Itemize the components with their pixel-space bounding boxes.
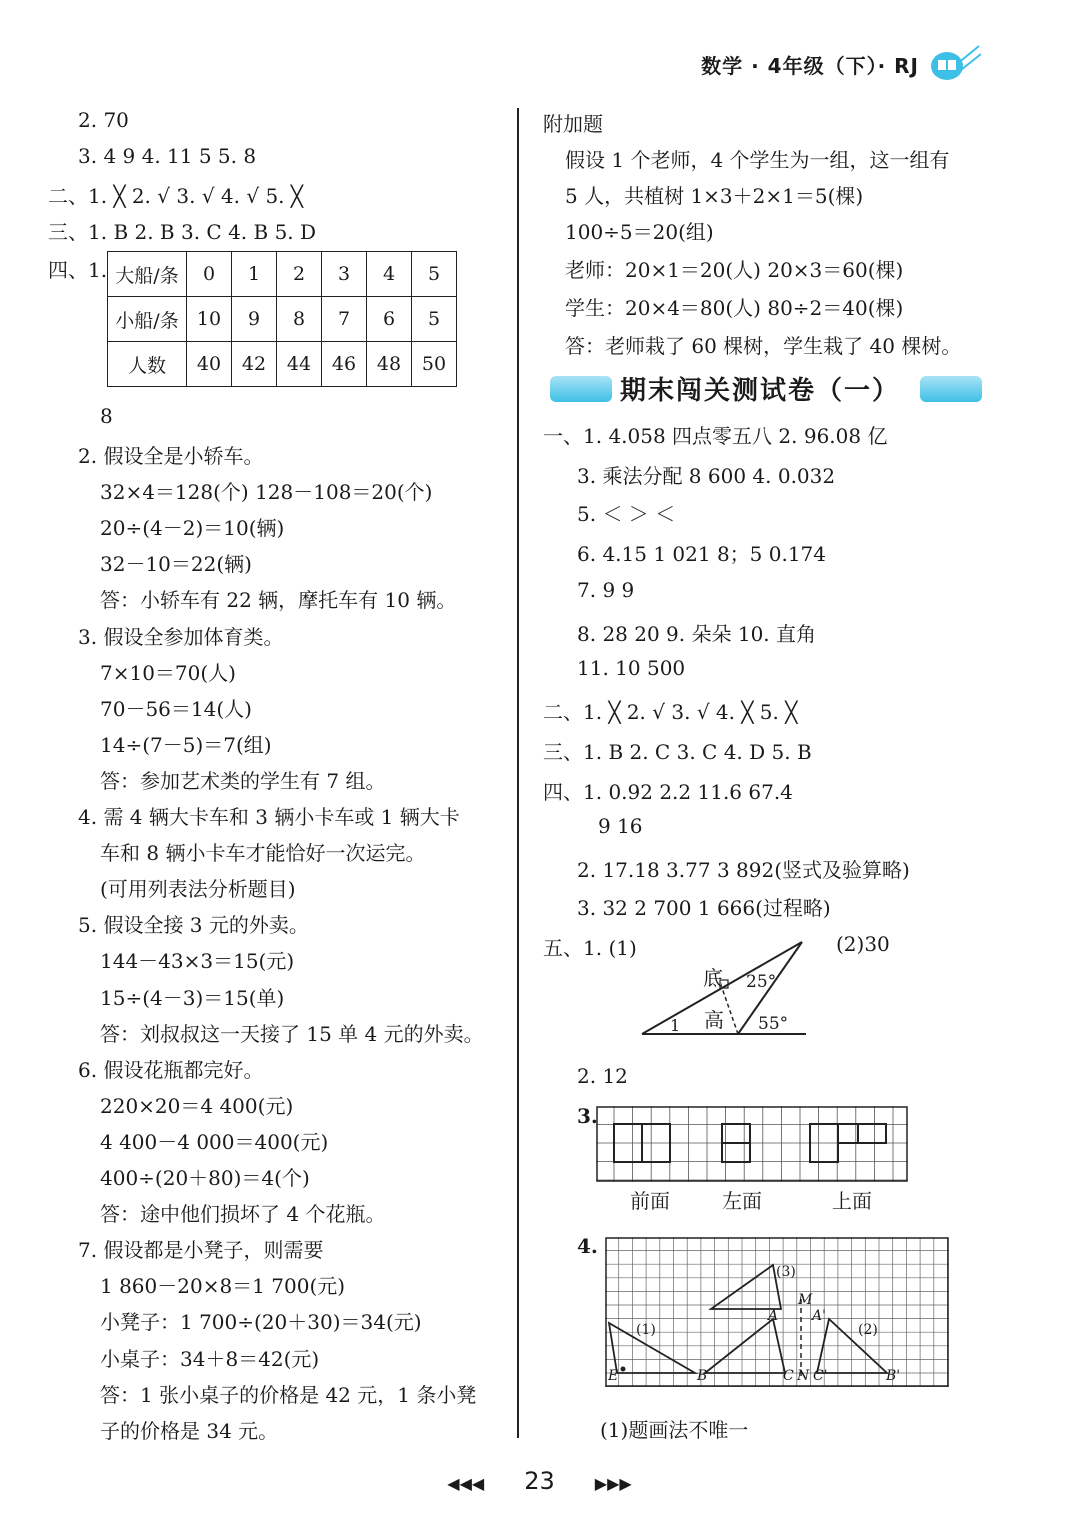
answer-line: 7. 假设都是小凳子，则需要	[78, 1238, 324, 1263]
answer-line: (1)题画法不唯一	[600, 1418, 749, 1442]
label-angle-25: 25°	[746, 972, 777, 992]
table-row	[108, 252, 457, 297]
answer-line: 144－43×3＝15(元)	[100, 949, 295, 974]
answer-line: 附加题	[543, 112, 603, 136]
answer-line: 2. 12	[577, 1064, 628, 1088]
answer-line: 5 人，共植树 1×3＋2×1＝5(棵)	[565, 184, 864, 208]
answer-line: 11. 10 500	[577, 656, 686, 680]
label-angle-1: 1	[670, 1016, 681, 1035]
grid-label: A	[768, 1308, 779, 1324]
grid-label: C	[783, 1368, 794, 1384]
table-cell: 人数	[108, 342, 187, 387]
table-cell: 50	[412, 342, 457, 387]
answer-line: 二、1. ╳ 2. √ 3. √ 4. ╳ 5. ╳	[543, 700, 798, 724]
answer-line: 32×4＝128(个) 128－108＝20(个)	[100, 480, 433, 505]
answer-line: 5. 假设全接 3 元的外卖。	[78, 913, 309, 938]
page-number: 23	[524, 1467, 555, 1495]
table-cell: 2	[277, 252, 322, 297]
answer-line: 子的价格是 34 元。	[100, 1418, 279, 1443]
table-cell: 大船/条	[108, 252, 187, 297]
answer-line: 70－56＝14(人)	[100, 696, 252, 721]
table-cell: 小船/条	[108, 297, 187, 342]
view-label: 前面	[630, 1189, 670, 1213]
boat-table	[107, 251, 457, 387]
answer-line: 小凳子：1 700÷(20＋30)＝34(元)	[100, 1310, 422, 1335]
label-height: 高	[704, 1008, 724, 1032]
answer-line: 答：1 张小桌子的价格是 42 元，1 条小凳	[100, 1382, 477, 1407]
banner-bar-right	[920, 376, 982, 402]
grid-label: A'	[812, 1308, 826, 1324]
answer-line: 3. 32 2 700 1 666(过程略)	[577, 896, 831, 920]
view-label: 左面	[722, 1189, 762, 1213]
answer-line: 3. 假设全参加体育类。	[78, 624, 284, 649]
answer-line: 6. 假设花瓶都完好。	[78, 1057, 264, 1082]
answer-line: 2. 假设全是小轿车。	[78, 444, 264, 468]
table-cell: 0	[187, 252, 232, 297]
grid-label: B'	[886, 1368, 901, 1384]
answer-line: 二、1. ╳ 2. √ 3. √ 4. √ 5. ╳	[48, 184, 303, 208]
nav-next-icon: ▶▶▶	[594, 1474, 632, 1493]
page-footer	[0, 1467, 1079, 1495]
table-cell: 48	[367, 342, 412, 387]
grid-label: (3)	[776, 1264, 796, 1280]
answer-line: 3. 4 9 4. 11 5 5. 8	[78, 144, 257, 168]
grid-label: N	[797, 1368, 810, 1384]
grid-label: M	[798, 1292, 813, 1308]
answer-line: 学生：20×4＝80(人) 80÷2＝40(棵)	[565, 296, 904, 320]
answer-line: (2)30	[836, 932, 890, 956]
answer-line: (可用列表法分析题目)	[100, 877, 296, 902]
table-row	[108, 342, 457, 387]
table-cell: 10	[187, 297, 232, 342]
table-cell: 5	[412, 252, 457, 297]
answer-line: 老师：20×1＝20(人) 20×3＝60(棵)	[565, 258, 904, 282]
answer-line: 4. 需 4 辆大卡车和 3 辆小卡车或 1 辆大卡	[78, 805, 460, 829]
answer-line: 5. ＜ ＞ ＜	[577, 502, 676, 526]
answer-line: 9 16	[598, 814, 643, 838]
answer-line: 三、1. B 2. C 3. C 4. D 5. B	[543, 740, 812, 764]
table-cell: 3	[322, 252, 367, 297]
answer-line: 三、1. B 2. B 3. C 4. B 5. D	[48, 220, 317, 244]
table-cell: 46	[322, 342, 367, 387]
answer-line: 4 400－4 000＝400(元)	[100, 1129, 329, 1154]
answer-line: 五、1. (1)	[543, 936, 637, 960]
grid-label: B	[697, 1368, 708, 1384]
table-cell: 7	[322, 297, 367, 342]
grid-label: (2)	[858, 1322, 878, 1338]
table-cell: 4	[367, 252, 412, 297]
table-cell: 5	[412, 297, 457, 342]
answer-line: 1 860－20×8＝1 700(元)	[100, 1274, 346, 1299]
grid-label: E	[608, 1368, 619, 1384]
table-cell: 40	[187, 342, 232, 387]
book-logo-icon	[923, 44, 981, 84]
answer-line: 2. 17.18 3.77 3 892(竖式及验算略)	[577, 858, 910, 882]
table-cell: 42	[232, 342, 277, 387]
table-cell: 6	[367, 297, 412, 342]
nav-prev-icon: ◀◀◀	[447, 1474, 485, 1493]
answer-line: 假设 1 个老师，4 个学生为一组，这一组有	[565, 148, 950, 172]
answer-line: 一、1. 4.058 四点零五八 2. 96.08 亿	[543, 424, 888, 448]
answer-line: 8. 28 20 9. 朵朵 10. 直角	[577, 622, 817, 646]
answer-line: 2. 70	[78, 108, 129, 132]
answer-line: 32－10＝22(辆)	[100, 552, 252, 577]
page-header: 数学 · 4年级（下）· RJ	[701, 54, 919, 78]
column-divider	[517, 108, 519, 1438]
answer-line: 答：小轿车有 22 辆，摩托车有 10 辆。	[100, 588, 457, 613]
table-cell: 8	[277, 297, 322, 342]
answer-line: 小桌子：34＋8＝42(元)	[100, 1346, 320, 1371]
section-banner	[550, 372, 982, 406]
answer-line: 四、1.	[48, 258, 108, 282]
answer-line: 四、1. 0.92 2.2 11.6 67.4	[543, 780, 793, 804]
answer-line: 8	[100, 404, 113, 428]
table-row	[108, 297, 457, 342]
label-base: 底	[703, 966, 723, 990]
answer-line: 3. 乘法分配 8 600 4. 0.032	[577, 464, 836, 488]
answer-line: 6. 4.15 1 021 8；5 0.174	[577, 542, 827, 566]
grid-label: (1)	[636, 1322, 656, 1338]
answer-line: 车和 8 辆小卡车才能恰好一次运完。	[100, 841, 426, 866]
view-label: 上面	[832, 1189, 872, 1213]
answer-line: 3.	[577, 1104, 598, 1128]
banner-bar-left	[550, 376, 612, 402]
views-grid	[596, 1106, 908, 1182]
answer-line: 答：参加艺术类的学生有 7 组。	[100, 768, 386, 793]
table-cell: 1	[232, 252, 277, 297]
banner-title: 期末闯关测试卷（一）	[620, 376, 901, 406]
grid-label: C'	[813, 1368, 828, 1384]
answer-line: 7×10＝70(人)	[100, 660, 236, 685]
answer-line: 100÷5＝20(组)	[565, 220, 714, 244]
label-angle-55: 55°	[758, 1014, 789, 1034]
answer-line: 答：途中他们损坏了 4 个花瓶。	[100, 1202, 386, 1227]
answer-line: 14÷(7－5)＝7(组)	[100, 732, 272, 757]
answer-line: 7. 9 9	[577, 578, 635, 602]
answer-line: 答：刘叔叔这一天接了 15 单 4 元的外卖。	[100, 1021, 484, 1046]
answer-line: 400÷(20＋80)＝4(个)	[100, 1166, 310, 1190]
answer-line: 4.	[577, 1234, 598, 1258]
answer-line: 220×20＝4 400(元)	[100, 1093, 294, 1118]
answer-line: 20÷(4－2)＝10(辆)	[100, 516, 285, 541]
table-cell: 9	[232, 297, 277, 342]
answer-line: 15÷(4－3)＝15(单)	[100, 985, 285, 1010]
table-cell: 44	[277, 342, 322, 387]
answer-line: 答：老师栽了 60 棵树，学生栽了 40 棵树。	[565, 334, 962, 358]
